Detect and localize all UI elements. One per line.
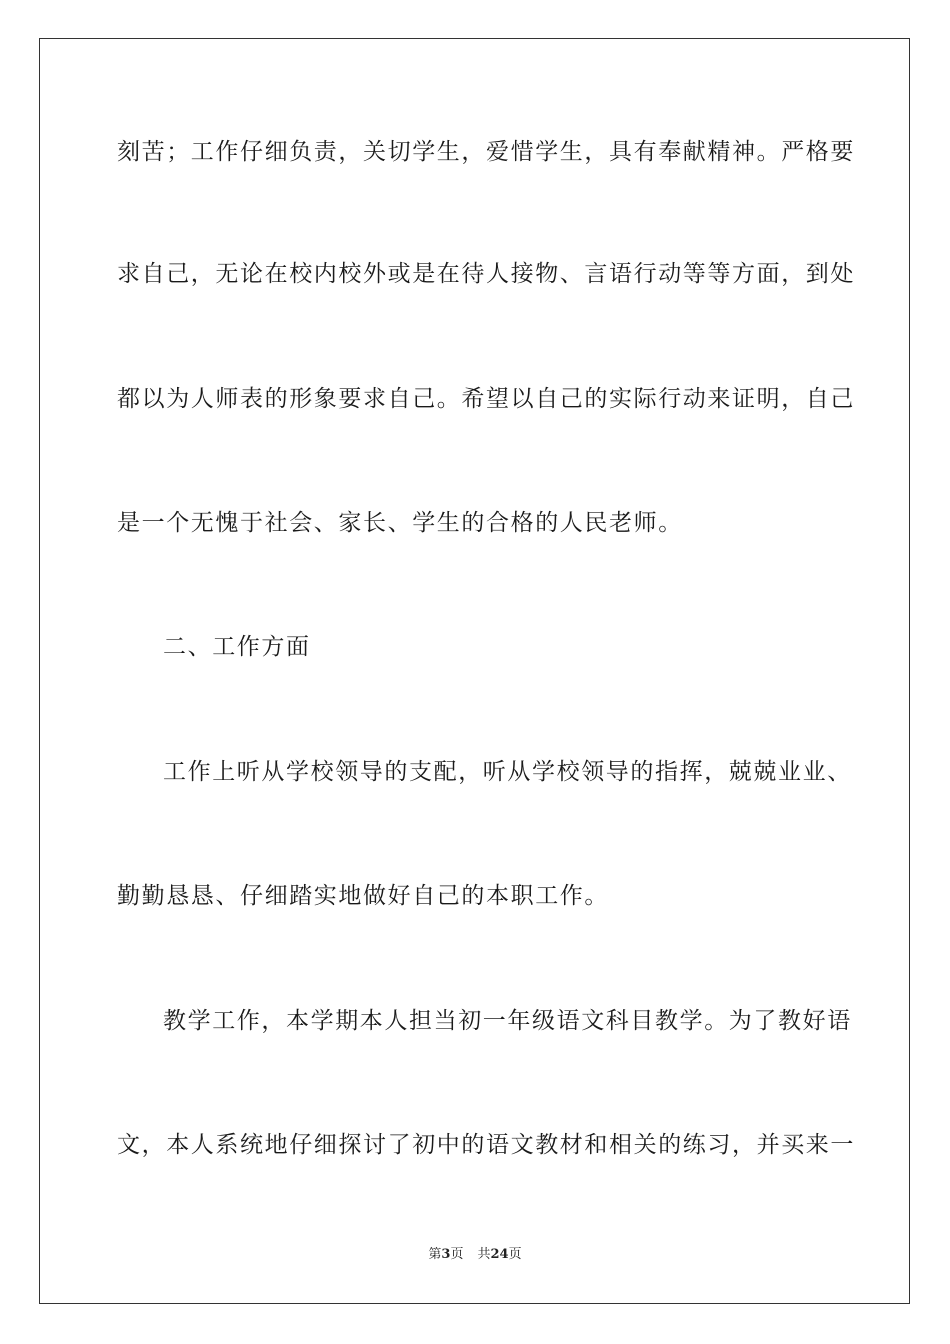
body-line-4: 是一个无愧于社会、家长、学生的合格的人民老师。 bbox=[117, 510, 683, 536]
body-line-1: 刻苦；工作仔细负责，关切学生，爱惜学生，具有奉献精神。严格要 bbox=[117, 139, 855, 165]
body-line-3: 都以为人师表的形象要求自己。希望以自己的实际行动来证明，自己 bbox=[117, 386, 855, 412]
body-line-7: 勤勤恳恳、仔细踏实地做好自己的本职工作。 bbox=[117, 883, 609, 909]
body-line-9: 文，本人系统地仔细探讨了初中的语文教材和相关的练习，并买来一 bbox=[117, 1132, 855, 1158]
body-line-2: 求自己，无论在校内校外或是在待人接物、言语行动等等方面，到处 bbox=[117, 261, 855, 287]
body-line-6: 工作上听从学校领导的支配，听从学校领导的指挥，兢兢业业、 bbox=[163, 759, 852, 785]
footer-page-prefix: 第 bbox=[428, 1247, 442, 1262]
body-line-8: 教学工作，本学期本人担当初一年级语文科目教学。为了教好语 bbox=[163, 1008, 852, 1034]
footer-total-prefix: 共 bbox=[477, 1247, 491, 1262]
footer-page-current: 3 bbox=[441, 1247, 451, 1262]
footer-page-total: 24 bbox=[490, 1247, 509, 1262]
footer-page-suffix: 页 bbox=[450, 1247, 464, 1262]
page-footer bbox=[0, 1246, 950, 1264]
page-border bbox=[39, 38, 910, 1304]
section-heading: 二、工作方面 bbox=[163, 634, 311, 660]
footer-total-suffix: 页 bbox=[508, 1247, 522, 1262]
